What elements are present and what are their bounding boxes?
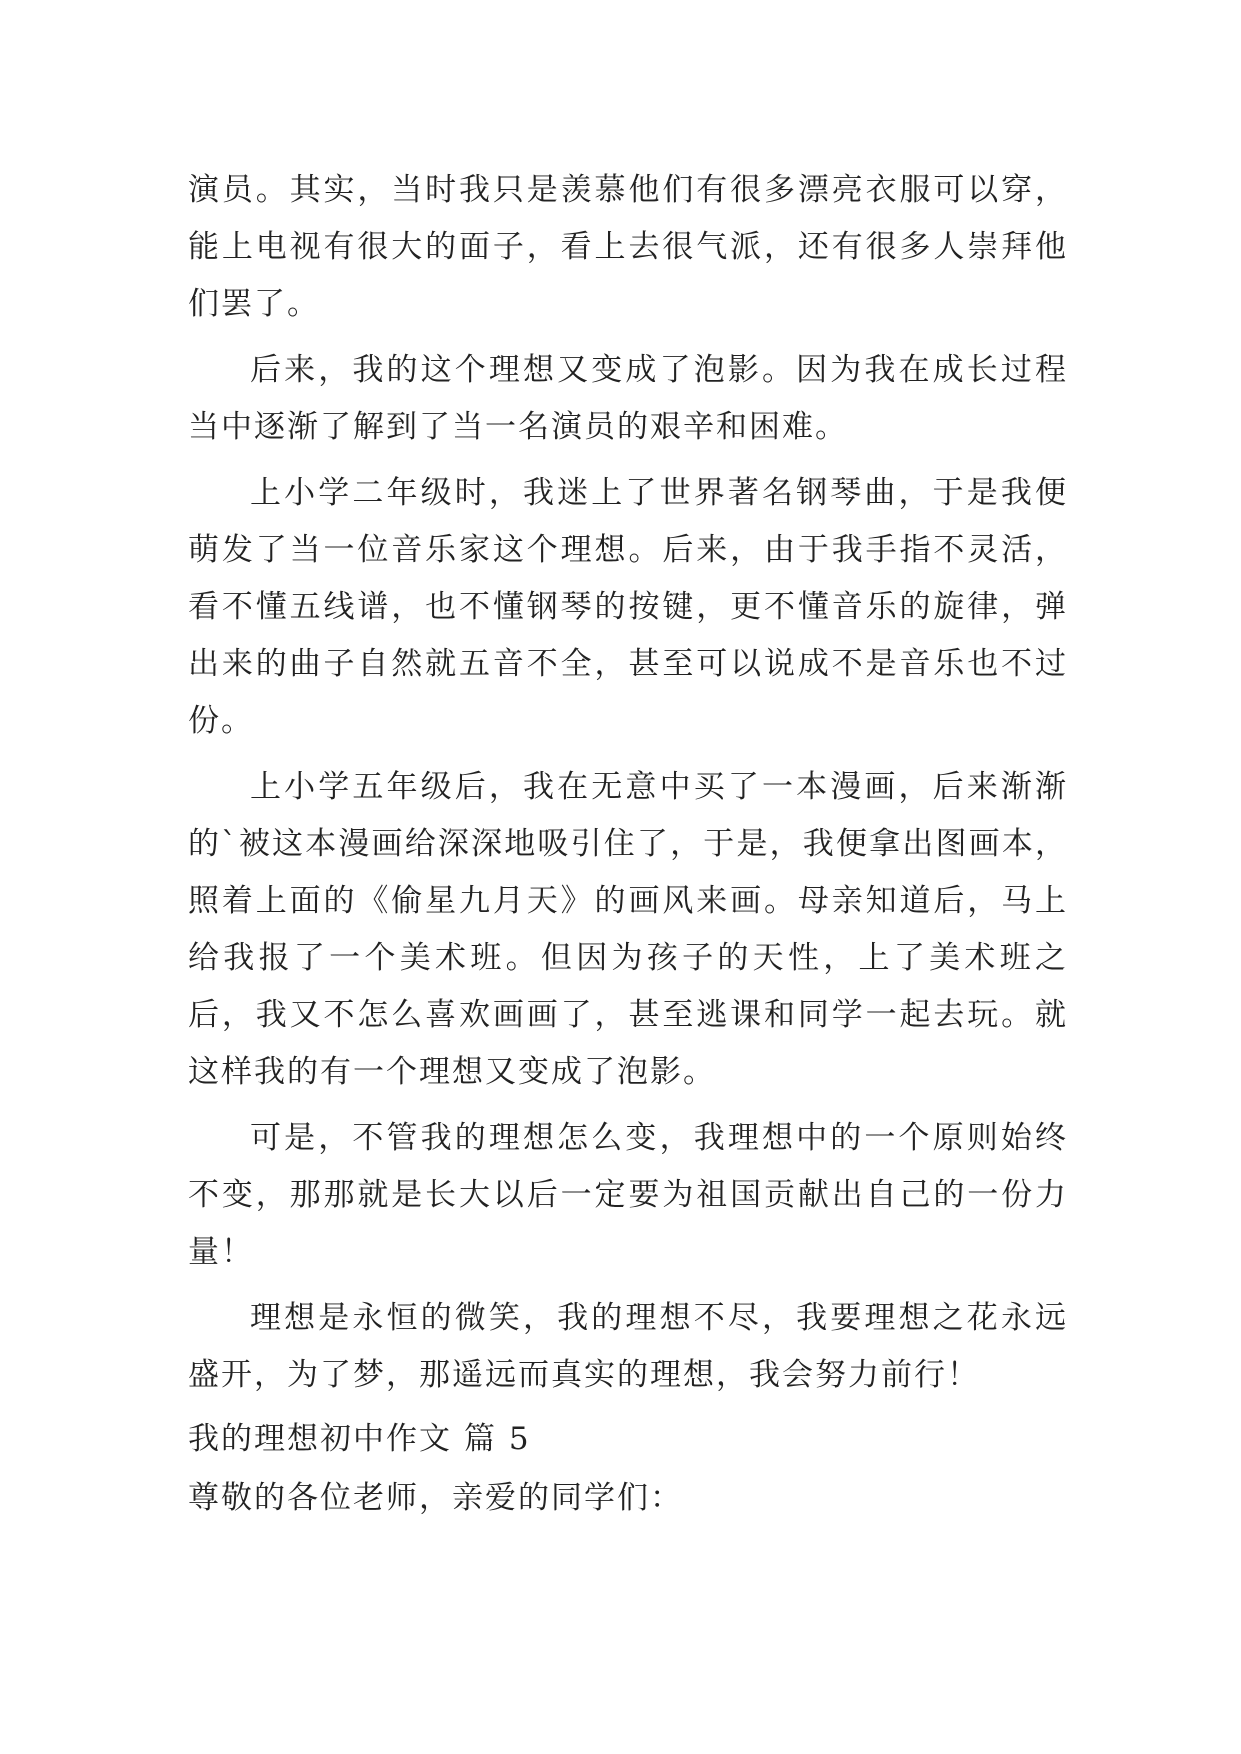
paragraph-4: 上小学五年级后，我在无意中买了一本漫画，后来渐渐的`被这本漫画给深深地吸引住了，于是，我便拿出图画本，照着上面的《偷星九月天》的画风来画。母亲知道后，马上给我报了一个美术班。但因为孩子的天性，上了美术班之后，我又不怎么喜欢画画了，甚至逃课和同学一起去玩。就这样我的有一个理想又变成了泡影。 [188,769,1068,1090]
document-body [188,162,1068,1530]
paragraph-1: 演员。其实，当时我只是羡慕他们有很多漂亮衣服可以穿，能上电视有很大的面子，看上去很气派，还有很多人崇拜他们罢了。 [188,172,1068,322]
paragraph-2: 后来，我的这个理想又变成了泡影。因为我在成长过程当中逐渐了解到了当一名演员的艰辛和困难。 [188,352,1068,445]
paragraph-6: 理想是永恒的微笑，我的理想不尽，我要理想之花永远盛开，为了梦，那遥远而真实的理想，我会努力前行！ [188,1300,1068,1393]
salutation: 尊敬的各位老师，亲爱的同学们： [188,1480,683,1516]
paragraph-3: 上小学二年级时，我迷上了世界著名钢琴曲，于是我便萌发了当一位音乐家这个理想。后来，由于我手指不灵活，看不懂五线谱，也不懂钢琴的按键，更不懂音乐的旋律，弹出来的曲子自然就五音不全，甚至可以说成不是音乐也不过份。 [188,475,1068,739]
section-title: 我的理想初中作文 [188,1421,452,1457]
section-heading [188,1413,1068,1466]
section-number: 篇 5 [464,1421,531,1457]
paragraph-5: 可是，不管我的理想怎么变，我理想中的一个原则始终不变，那那就是长大以后一定要为祖国贡献出自己的一份力量！ [188,1120,1068,1270]
